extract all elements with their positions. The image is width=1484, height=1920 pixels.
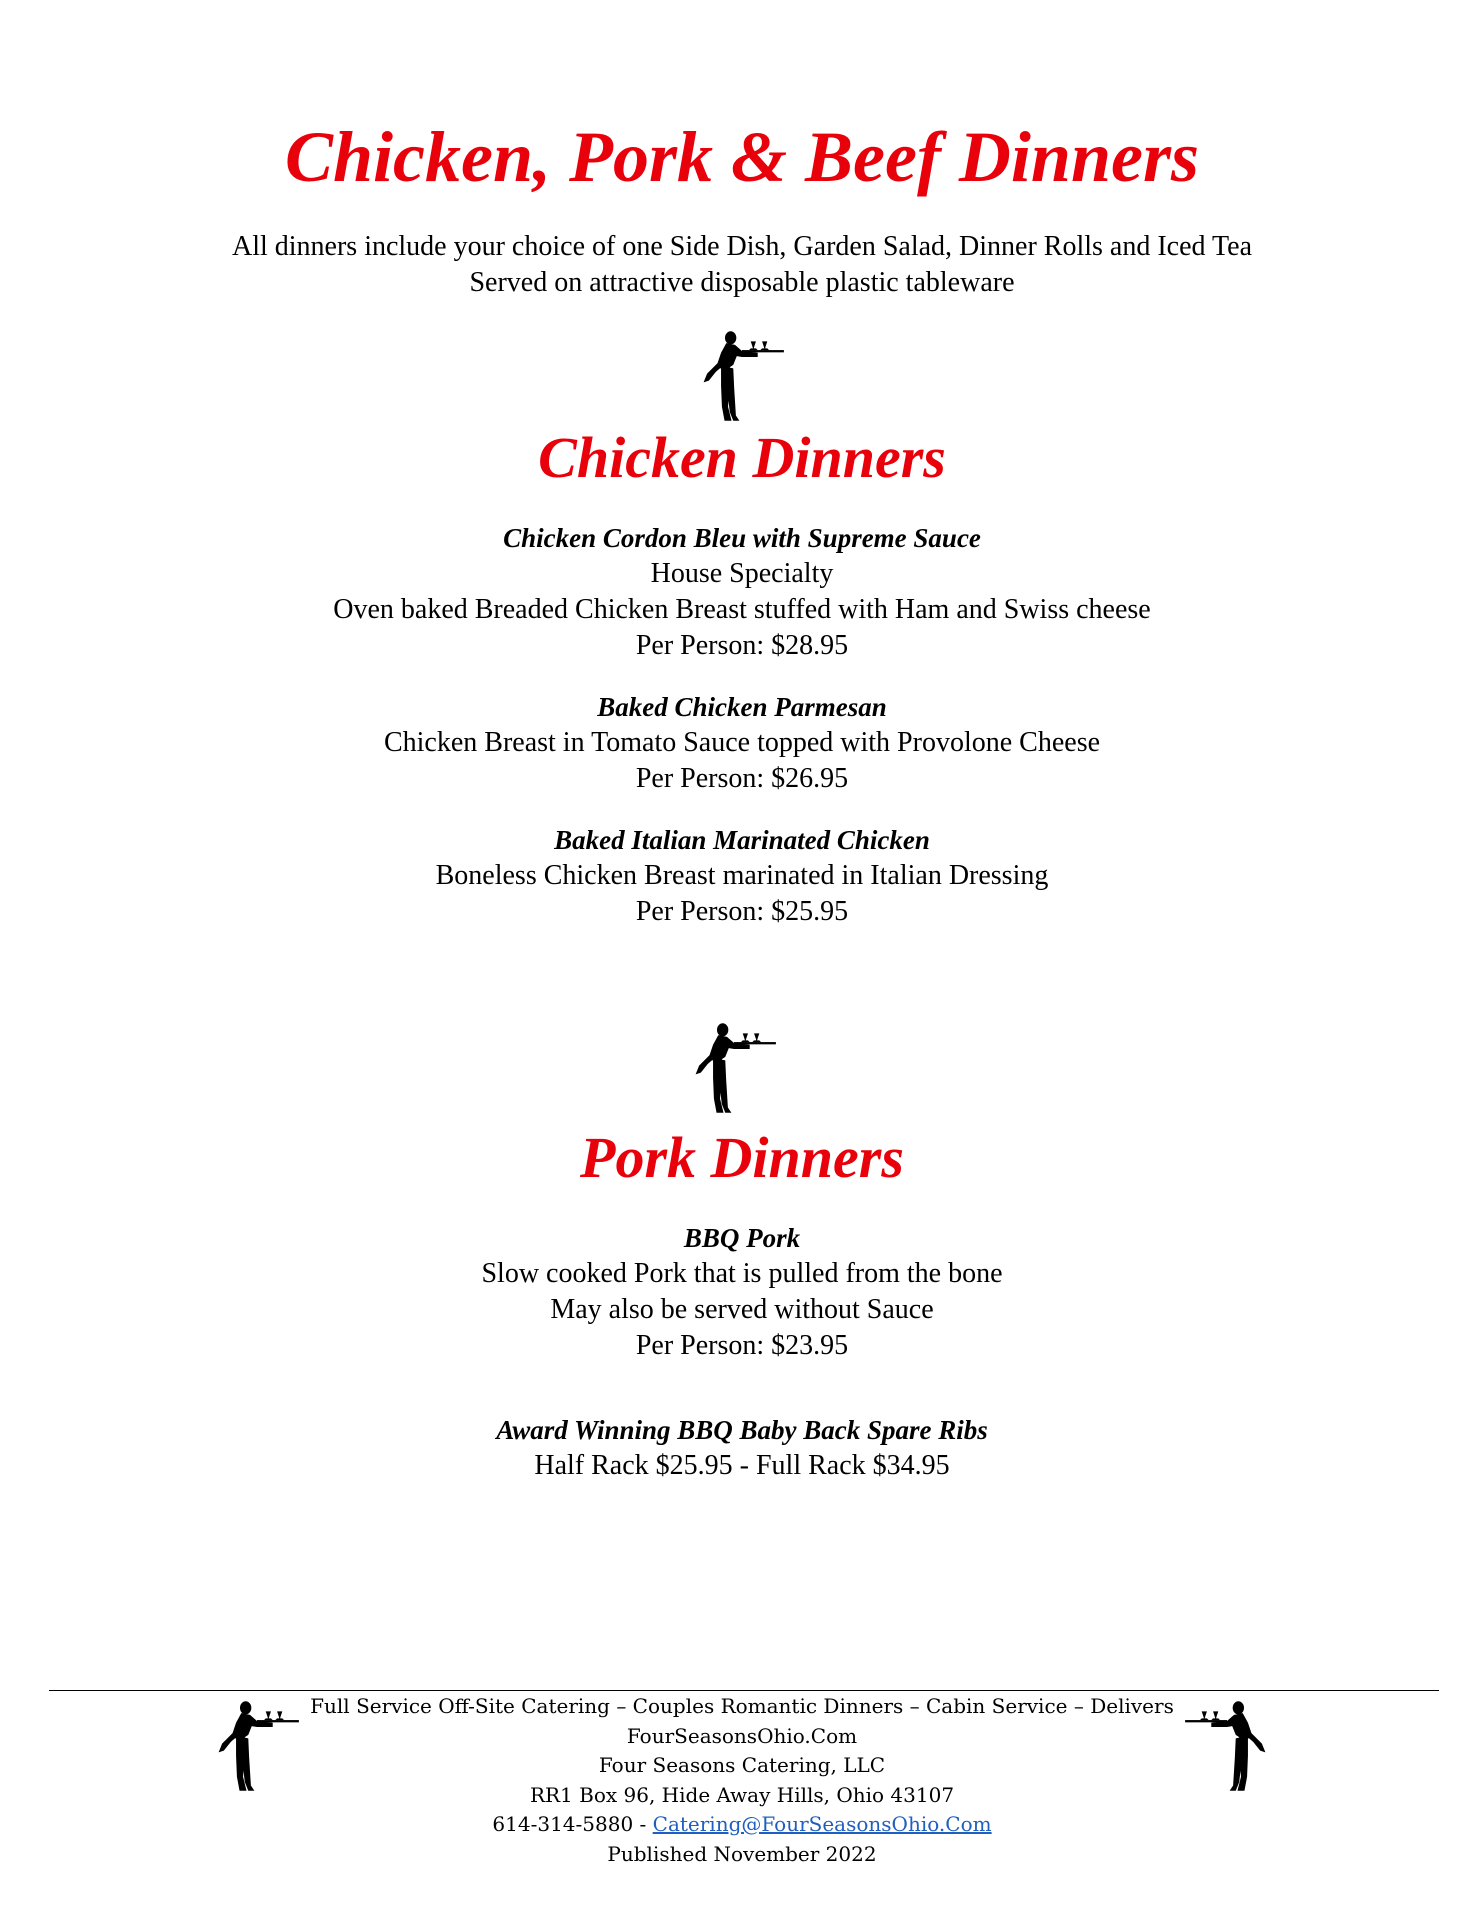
footer-divider — [49, 1690, 1439, 1691]
menu-item-price: Per Person: $26.95 — [635, 763, 849, 794]
footer-website: FourSeasonsOhio.Com — [626, 1723, 858, 1748]
footer — [0, 1692, 1484, 1869]
menu-item-name: Baked Chicken Parmesan — [597, 692, 887, 722]
footer-phone: 614-314-5880 - — [492, 1812, 653, 1836]
page-title: Chicken, Pork & Beef Dinners — [284, 117, 1200, 197]
menu-item-line: Boneless Chicken Breast marinated in Italian Dressing — [435, 860, 1049, 891]
menu-item-price: Per Person: $23.95 — [635, 1330, 849, 1361]
menu-item-name: Baked Italian Marinated Chicken — [554, 825, 930, 855]
menu-item-line: May also be served without Sauce — [550, 1294, 934, 1325]
footer-services: Full Service Off-Site Catering – Couples Romantic Dinners – Cabin Service – Delivers — [310, 1694, 1174, 1718]
butler-waiter-icon — [689, 1022, 779, 1118]
butler-waiter-icon — [697, 330, 787, 426]
section-title-pork: Pork Dinners — [580, 1125, 904, 1190]
menu-item-name: Chicken Cordon Bleu with Supreme Sauce — [503, 523, 981, 553]
intro-line-1: All dinners include your choice of one Side Dish, Garden Salad, Dinner Rolls and Iced Tea — [231, 231, 1253, 262]
email-link[interactable]: Catering@FourSeasonsOhio.Com — [652, 1812, 992, 1836]
menu-item-line: Chicken Breast in Tomato Sauce topped with Provolone Cheese — [383, 727, 1101, 758]
menu-item-price: Per Person: $25.95 — [635, 896, 849, 927]
section-title-chicken: Chicken Dinners — [538, 425, 946, 490]
menu-item-line: Slow cooked Pork that is pulled from the bone — [481, 1258, 1003, 1289]
footer-address: RR1 Box 96, Hide Away Hills, Ohio 43107 — [529, 1782, 955, 1807]
menu-item-name: BBQ Pork — [683, 1223, 801, 1253]
footer-contact — [0, 1810, 1484, 1840]
menu-item-price: Per Person: $28.95 — [635, 630, 849, 661]
menu-item-line: House Specialty — [650, 558, 834, 589]
menu-item-line: Oven baked Breaded Chicken Breast stuffed with Ham and Swiss cheese — [333, 594, 1151, 625]
footer-published: Published November 2022 — [607, 1841, 877, 1866]
menu-item-name: Award Winning BBQ Baby Back Spare Ribs — [496, 1415, 988, 1445]
footer-company: Four Seasons Catering, LLC — [598, 1753, 886, 1777]
intro-line-2: Served on attractive disposable plastic tableware — [469, 267, 1015, 298]
menu-item-price: Half Rack $25.95 - Full Rack $34.95 — [534, 1450, 950, 1481]
